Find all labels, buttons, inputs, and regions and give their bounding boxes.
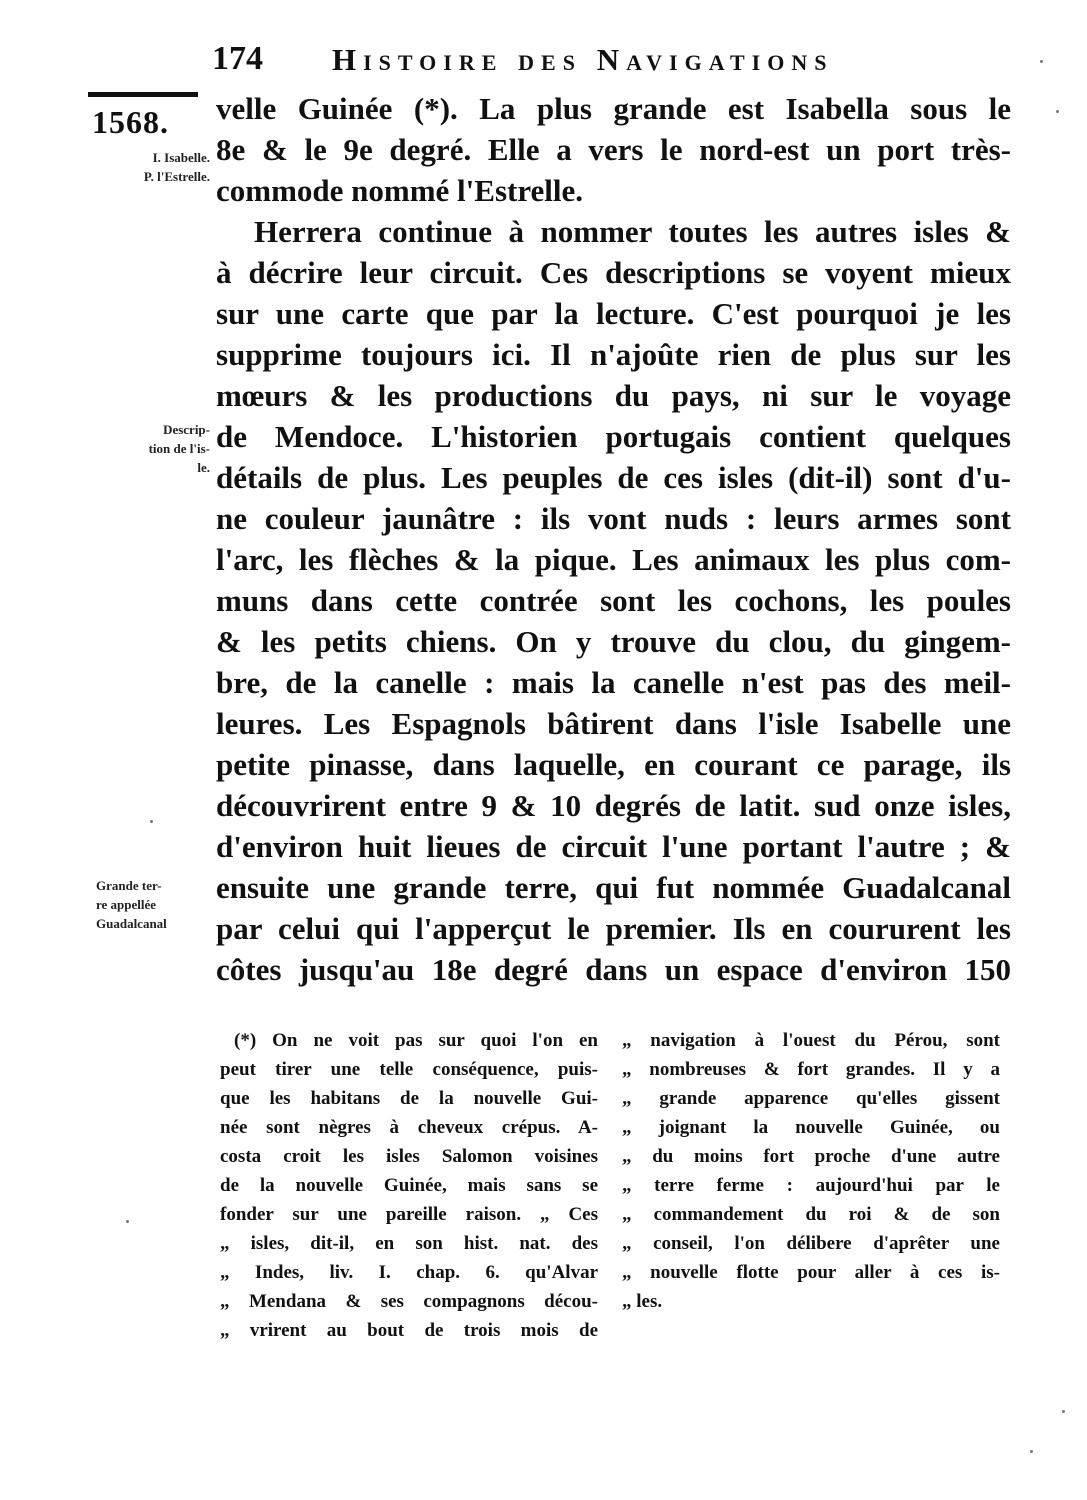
page-header <box>212 40 972 84</box>
footnote-line: „ terre ferme : aujourd'hui par le <box>622 1175 1000 1196</box>
scan-speck <box>126 1220 129 1223</box>
scan-speck <box>1056 110 1059 113</box>
footnote-column-left <box>220 1026 598 1345</box>
body-line: sur une carte que par la lecture. C'est pourquoi je les <box>216 296 1011 331</box>
margin-note-description <box>80 420 210 477</box>
body-line: d'environ huit lieues de circuit l'une portant l'autre ; & <box>216 829 1011 864</box>
margin-note-line: Descrip- <box>163 422 210 437</box>
body-line: velle Guinée (*). La plus grande est Isabella sous le <box>216 91 1011 126</box>
footnote-line: „ commandement du roi & de son <box>622 1204 1000 1225</box>
body-line: Herrera continue à nommer toutes les autres isles & <box>254 214 1011 249</box>
footnote-line: „ grande apparence qu'elles gissent <box>622 1088 1000 1109</box>
footnote-line: „ les. <box>622 1291 663 1312</box>
scan-speck <box>1062 1410 1065 1413</box>
footnote-line: „ du moins fort proche d'une autre <box>622 1146 1000 1167</box>
margin-note-line: tion de l'is- <box>148 441 210 456</box>
body-line: par celui qui l'apperçut le premier. Ils en coururent les <box>216 911 1011 946</box>
body-line: petite pinasse, dans laquelle, en courant ce parage, ils <box>216 747 1011 782</box>
footnote-line: „ navigation à l'ouest du Pérou, sont <box>622 1030 1000 1051</box>
body-line: à décrire leur circuit. Ces descriptions se voyent mieux <box>216 255 1011 290</box>
footnote-line: „ Mendana & ses compagnons décou- <box>220 1291 598 1312</box>
body-line: commode nommé l'Estrelle. <box>216 173 584 208</box>
year-rule <box>88 92 198 97</box>
footnote-line: de la nouvelle Guinée, mais sans se <box>220 1175 598 1196</box>
margin-year: 1568. <box>92 104 169 140</box>
footnote-line: née sont nègres à cheveux crépus. A- <box>220 1117 598 1138</box>
margin-note-line: re appellée <box>96 897 157 912</box>
footnote-line: (*) On ne voit pas sur quoi l'on en <box>234 1030 598 1051</box>
footnote-line: „ vrirent au bout de trois mois de <box>220 1320 598 1341</box>
footnote-line: „ nombreuses & fort grandes. Il y a <box>622 1059 1000 1080</box>
scan-speck <box>150 820 153 823</box>
footnote-line: „ joignant la nouvelle Guinée, ou <box>622 1117 1000 1138</box>
margin-note-isabelle <box>80 148 210 186</box>
body-line: de Mendoce. L'historien portugais contient quelques <box>216 419 1011 454</box>
page-number: 174 <box>212 40 263 77</box>
body-line: leures. Les Espagnols bâtirent dans l'isle Isabelle une <box>216 706 1011 741</box>
footnote-line: „ conseil, l'on délibere d'aprêter une <box>622 1233 1000 1254</box>
footnote-line: que les habitans de la nouvelle Gui- <box>220 1088 598 1109</box>
body-line: 8e & le 9e degré. Elle a vers le nord-est un port très- <box>216 132 1011 167</box>
margin-note-guadalcanal <box>96 876 226 933</box>
body-line: découvrirent entre 9 & 10 degrés de latit. sud onze isles, <box>216 788 1011 823</box>
running-title: Histoire des Navigations <box>332 42 834 77</box>
margin-note-line: le. <box>197 460 210 475</box>
body-line: l'arc, les flèches & la pique. Les animaux les plus com- <box>216 542 1011 577</box>
footnote-line: fonder sur une pareille raison. „ Ces <box>220 1204 598 1225</box>
body-line: supprime toujours ici. Il n'ajoûte rien de plus sur les <box>216 337 1011 372</box>
body-line: ensuite une grande terre, qui fut nommée Guadalcanal <box>216 870 1011 905</box>
scan-speck <box>1040 60 1043 63</box>
body-line: côtes jusqu'au 18e degré dans un espace d'environ 150 <box>216 952 1011 987</box>
body-line: mœurs & les productions du pays, ni sur le voyage <box>216 378 1011 413</box>
body-line: ne couleur jaunâtre : ils vont nuds : leurs armes sont <box>216 501 1011 536</box>
footnote-line: costa croit les isles Salomon voisines <box>220 1146 598 1167</box>
footnote-line: „ isles, dit-il, en son hist. nat. des <box>220 1233 598 1254</box>
margin-note-line: Grande ter- <box>96 878 162 893</box>
footnote-line: „ nouvelle flotte pour aller à ces is- <box>622 1262 1000 1283</box>
body-line: muns dans cette contrée sont les cochons, les poules <box>216 583 1011 618</box>
body-line: bre, de la canelle : mais la canelle n'est pas des meil- <box>216 665 1011 700</box>
margin-note-line: P. l'Estrelle. <box>143 169 210 184</box>
footnote-column-right <box>622 1026 1000 1316</box>
margin-note-line: Guadalcanal <box>96 916 167 931</box>
margin-note-line: I. Isabelle. <box>152 150 210 165</box>
body-line: & les petits chiens. On y trouve du clou, du gingem- <box>216 624 1011 659</box>
footnote-line: peut tirer une telle conséquence, puis- <box>220 1059 598 1080</box>
body-line: détails de plus. Les peuples de ces isles (dit-il) sont d'u- <box>216 460 1011 495</box>
scan-speck <box>1030 1450 1033 1453</box>
footnote-line: „ Indes, liv. I. chap. 6. qu'Alvar <box>220 1262 598 1283</box>
body-text <box>216 88 1011 990</box>
